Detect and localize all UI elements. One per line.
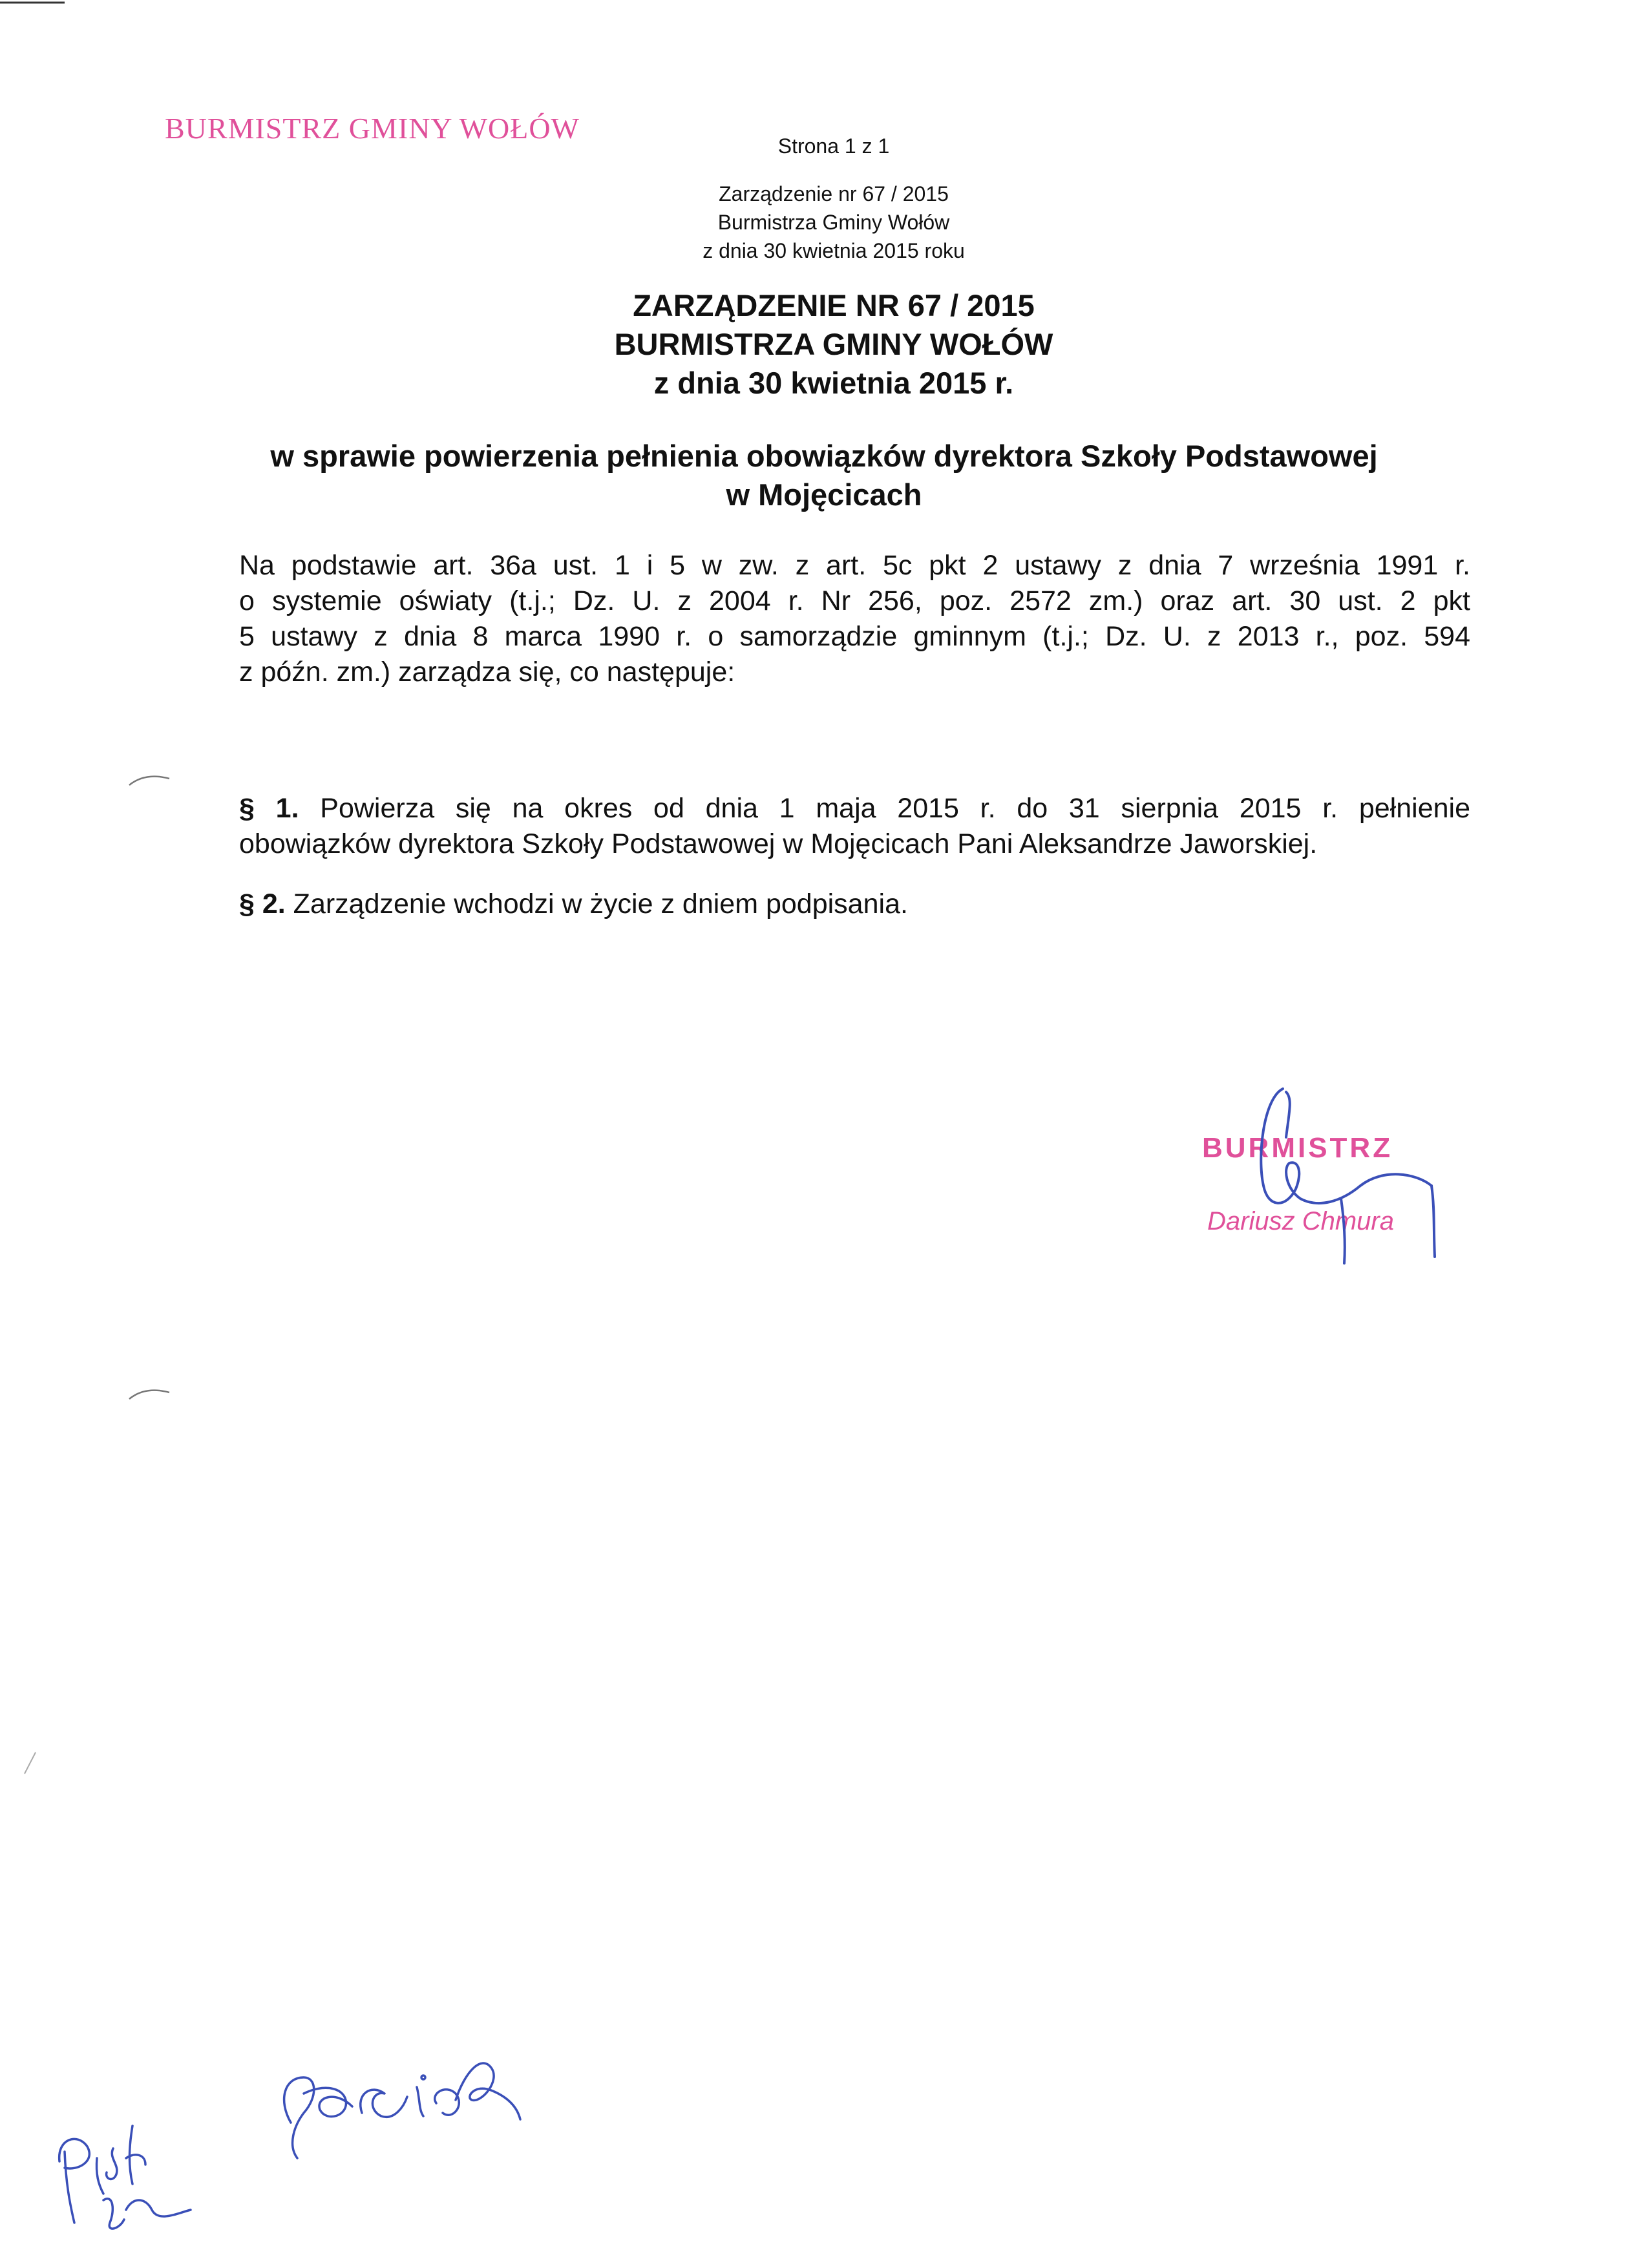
section-1 <box>239 791 1470 862</box>
punch-hole-mark <box>129 777 169 785</box>
subject-line: w Mojęcicach <box>726 478 922 512</box>
reference-line: z dnia 30 kwietnia 2015 roku <box>703 239 965 262</box>
section-text: Powierza się na okres od dnia 1 maja 2015 r. do 31 sierpnia 2015 r. pełnienie <box>299 793 1470 824</box>
paragraph-line: o systemie oświaty (t.j.; Dz. U. z 2004 r. Nr 256, poz. 2572 zm.) oraz art. 30 ust. 2 pkt <box>239 585 1470 616</box>
title-line: BURMISTRZA GMINY WOŁÓW <box>614 327 1053 361</box>
title-line: z dnia 30 kwietnia 2015 r. <box>653 366 1014 400</box>
document-reference <box>0 180 1648 265</box>
reference-line: Zarządzenie nr 67 / 2015 <box>719 182 949 205</box>
paragraph-line: 5 ustawy z dnia 8 marca 1990 r. o samorządzie gminnym (t.j.; Dz. U. z 2013 r., poz. 594 <box>239 621 1470 652</box>
section-text: Zarządzenie wchodzi w życie z dniem podpisania. <box>285 888 908 919</box>
section-line <box>239 791 1470 826</box>
paragraph-line: z późn. zm.) zarządza się, co następuje: <box>239 656 735 688</box>
section-number: § 1. <box>239 793 299 824</box>
legal-basis-paragraph <box>239 548 1470 690</box>
section-number: § 2. <box>239 888 286 919</box>
signature-stamp-name: Dariusz Chmura <box>1207 1207 1394 1235</box>
section-line: obowiązków dyrektora Szkoły Podstawowej w Mojęcicach Pani Aleksandrze Jaworskiej. <box>239 828 1318 859</box>
section-line <box>239 887 1470 922</box>
section-2 <box>239 887 1470 922</box>
document-subject <box>0 437 1648 514</box>
paragraph-line: Na podstawie art. 36a ust. 1 i 5 w zw. z art. 5c pkt 2 ustawy z dnia 7 września 1991 r. <box>239 550 1470 581</box>
subject-line: w sprawie powierzenia pełnienia obowiązków dyrektora Szkoły Podstawowej <box>270 439 1378 473</box>
reviewer-signature <box>284 2063 520 2158</box>
signature-stamp-title: BURMISTRZ <box>1202 1132 1393 1164</box>
reference-line: Burmistrza Gminy Wołów <box>717 211 950 234</box>
scan-edge-mark <box>25 1752 36 1774</box>
title-line: ZARZĄDZENIE NR 67 / 2015 <box>633 288 1035 322</box>
initials-signature <box>59 2126 191 2229</box>
stamp-header: BURMISTRZ GMINY WOŁÓW <box>165 112 580 145</box>
document-title <box>0 286 1648 403</box>
mayor-signature <box>1261 1089 1435 1263</box>
page-number: Strona 1 z 1 <box>777 134 890 158</box>
punch-hole-mark <box>129 1391 169 1399</box>
